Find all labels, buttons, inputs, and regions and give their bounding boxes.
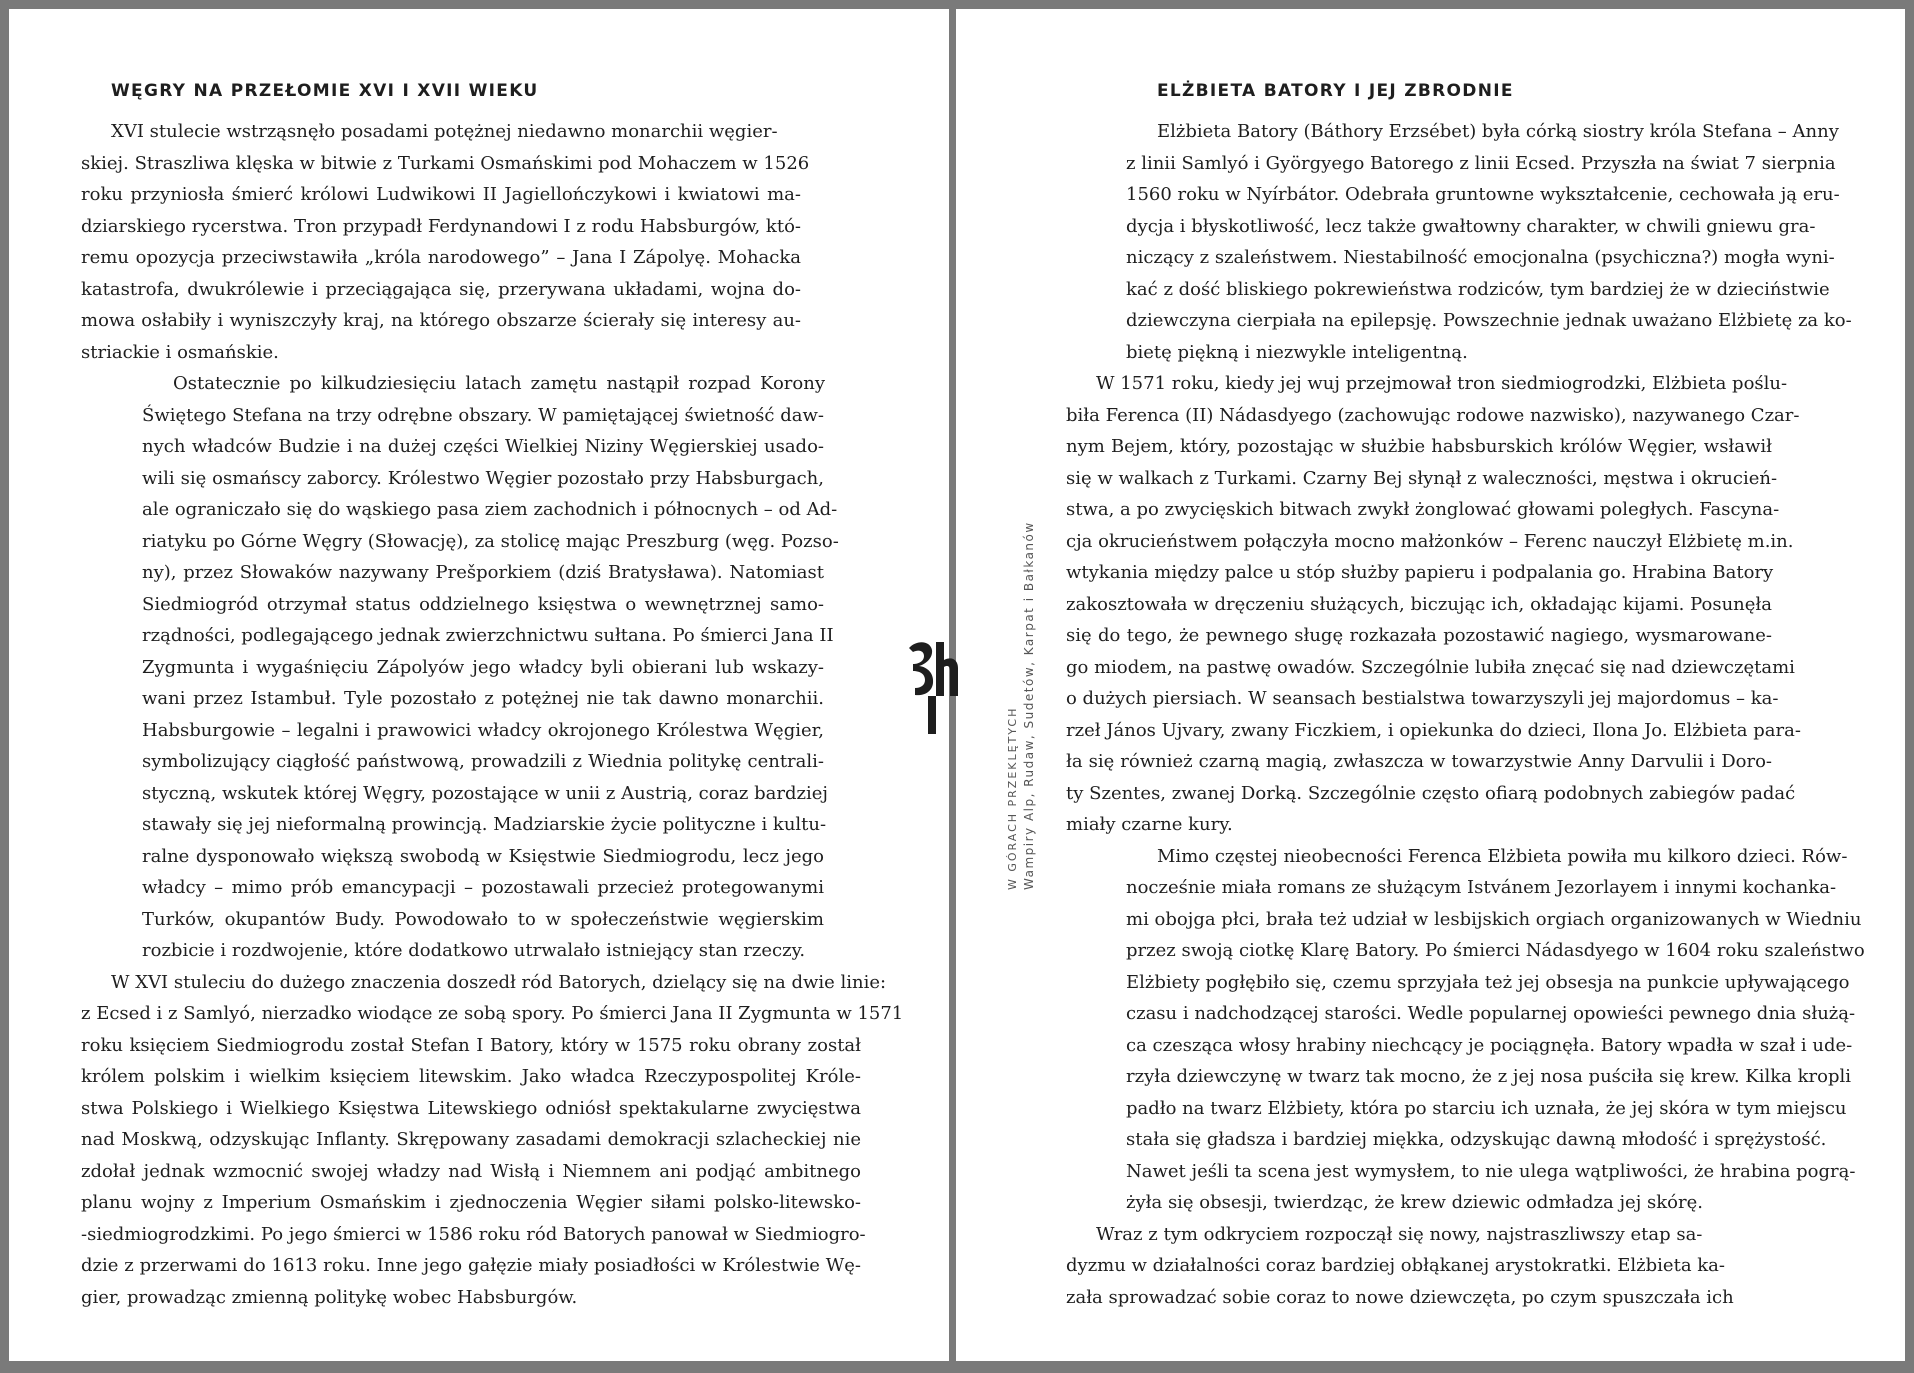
left-text-line: striackie i osmańskie. <box>81 341 279 363</box>
left-text-line: styczną, wskutek której Węgry, pozostające w unii z Austrią, coraz bardziej <box>142 782 828 804</box>
left-text-line: Habsburgowie – legalni i prawowici władcy okrojonego Królestwa Węgier, <box>142 719 824 741</box>
left-text-line: rządności, podlegającego jednak zwierzchnictwu sułtana. Po śmierci Jana II <box>142 625 834 646</box>
right-text-line: cja okrucieństwem połączyła mocno małżonków – Ferenc nauczył Elżbietę m.in. <box>1066 530 1794 552</box>
right-text-line: 1560 roku w Nyírbátor. Odebrała gruntowne wykształcenie, cechowała ją eru- <box>1126 184 1840 205</box>
right-text-line: nym Bejem, który, pozostając w służbie habsburskich królów Węgier, wsławił <box>1066 436 1772 457</box>
left-text-line: -siedmiogrodzkimi. Po jego śmierci w 1586 roku ród Batorych panował w Siedmiogro- <box>81 1223 866 1245</box>
right-text-line: go miodem, na pastwę owadów. Szczególnie lubiła znęcać się nad dziewczętami <box>1066 656 1795 678</box>
left-text-line: ny), przez Słowaków nazywany Prešporkiem (dziś Bratysława). Natomiast <box>142 562 824 583</box>
left-text-line: Ostatecznie po kilkudziesięciu latach zamętu nastąpił rozpad Korony <box>173 373 825 394</box>
right-text-line: kać z dość bliskiego pokrewieństwa rodziców, tym bardziej że w dzieciństwie <box>1126 278 1830 300</box>
right-text-line: rzyła dziewczynę w twarz tak mocno, że z jej nosa puściła się krew. Kilka kropli <box>1126 1066 1851 1087</box>
left-text-line: Świętego Stefana na trzy odrębne obszary. W pamiętającej świetność daw- <box>142 404 824 426</box>
right-text-line: Elżbiety pogłębiło się, czemu sprzyjała też jej obsesja na punkcie upływającego <box>1126 971 1850 993</box>
left-text-line: planu wojny z Imperium Osmańskim i zjednoczenia Węgier siłami polsko-litewsko- <box>81 1192 861 1213</box>
right-text-line: Nawet jeśli ta scena jest wymysłem, to nie ulega wątpliwości, że hrabina pogrą- <box>1126 1160 1856 1182</box>
right-text-line: czasu i nadchodzącej starości. Wedle popularnej opowieści pewnego dnia służą- <box>1126 1003 1856 1024</box>
left-text-line: Siedmiogród otrzymał status oddzielnego księstwa o wewnętrznej samo- <box>142 593 824 615</box>
left-text-line: mowa osłabiły i wyniszczyły kraj, na którego obszarze ścierały się interesy au- <box>81 310 801 331</box>
right-text-line: ła się również czarną magią, zwłaszcza w towarzystwie Anny Darvulii i Doro- <box>1066 751 1772 772</box>
left-text-line: XVI stulecie wstrząsnęło posadami potężnej niedawno monarchii węgier- <box>111 121 778 142</box>
left-text-line: wili się osmańscy zaborcy. Królestwo Węgier pozostało przy Habsburgach, <box>142 467 824 489</box>
right-text-line: miały czarne kury. <box>1066 814 1233 835</box>
left-text-line: Zygmunta i wygaśnięciu Zápolyów jego władcy byli obierani lub wskazy- <box>142 656 824 678</box>
left-text-line: W XVI stuleciu do dużego znaczenia doszedł ród Batorych, dzielący się na dwie linie: <box>111 971 887 993</box>
right-text-line: padło na twarz Elżbiety, która po starciu ich uznała, że jej skóra w tym miejscu <box>1126 1097 1847 1119</box>
right-page <box>956 9 1905 1361</box>
left-text-line: ale ograniczało się do wąskiego pasa ziem zachodnich i północnych – od Ad- <box>142 499 838 520</box>
left-text-line: stawały się jej nieformalną prowincją. Madziarskie życie polityczne i kultu- <box>142 814 827 835</box>
right-text-line: Wraz z tym odkryciem rozpoczął się nowy, najstraszliwszy etap sa- <box>1096 1223 1703 1245</box>
right-text-line: ty Szentes, zwanej Dorką. Szczególnie często ofiarą podobnych zabiegów padać <box>1066 782 1796 804</box>
left-text-line: królem polskim i wielkim księciem litewskim. Jako władca Rzeczypospolitej Króle- <box>81 1066 861 1087</box>
right-text-line: zała sprowadzać sobie coraz to nowe dziewczęta, po czym spuszczała ich <box>1066 1286 1734 1308</box>
left-text-line: zdołał jednak wzmocnić swojej władzy nad Wisłą i Niemnem ani podjąć ambitnego <box>81 1160 861 1182</box>
right-text-line: stwa, a po zwycięskich bitwach zwykł żonglować głowami poległych. Fascyna- <box>1066 499 1780 520</box>
right-text-line: W 1571 roku, kiedy jej wuj przejmował tron siedmiogrodzki, Elżbieta poślu- <box>1096 373 1788 394</box>
right-text-line: stała się gładsza i bardziej miękka, odzyskując dawną młodość i sprężystość. <box>1126 1129 1827 1150</box>
running-header-title: Wampiry Alp, Rudaw, Sudetów, Karpat i Bałkanów <box>1022 521 1036 890</box>
left-text-line: skiej. Straszliwa klęska w bitwie z Turkami Osmańskimi pod Mohaczem w 1526 <box>81 152 810 174</box>
left-text-line: roku księciem Siedmiogrodu został Stefan I Batory, który w 1575 roku obrany został <box>81 1034 861 1056</box>
right-text-line: niczący z szaleństwem. Niestabilność emocjonalna (psychiczna?) mogła wyni- <box>1126 247 1835 268</box>
left-text-line: wani przez Istambuł. Tyle pozostało z potężnej nie tak dawno monarchii. <box>142 688 824 709</box>
left-page <box>9 9 949 1361</box>
right-text-line: dziewczyna cierpiała na epilepsję. Powszechnie jednak uważano Elżbietę za ko- <box>1126 310 1852 331</box>
right-text-line: Mimo częstej nieobecności Ferenca Elżbieta powiła mu kilkoro dzieci. Rów- <box>1157 845 1848 867</box>
left-text-line: gier, prowadząc zmienną politykę wobec Habsburgów. <box>81 1286 578 1308</box>
right-text-line: żyła się obsesji, twierdząc, że krew dziewic odmładza jej skórę. <box>1126 1192 1703 1213</box>
right-text-line: mi obojga płci, brała też udział w lesbijskich orgiach organizowanych w Wiedniu <box>1126 908 1862 930</box>
right-text-line: zakosztowała w dręczeniu służących, biczując ich, okładając kijami. Posunęła <box>1066 593 1772 615</box>
right-page-heading: ELŻBIETA BATORY I JEJ ZBRODNIE <box>1157 81 1514 101</box>
left-page-heading: WĘGRY NA PRZEŁOMIE XVI I XVII WIEKU <box>111 81 539 101</box>
left-text-line: riatyku po Górne Węgry (Słowację), za stolicę mając Preszburg (węg. Pozso- <box>142 530 839 552</box>
right-text-line: z linii Samlyó i Györgyego Batorego z linii Ecsed. Przyszła na świat 7 sierpnia <box>1126 152 1836 174</box>
right-text-line: się do tego, że pewnego sługę rozkazała pozostawić nagiego, wysmarowane- <box>1066 625 1772 646</box>
right-text-line: Elżbieta Batory (Báthory Erzsébet) była córką siostry króla Stefana – Anny <box>1157 121 1839 142</box>
left-text-line: dzie z przerwami do 1613 roku. Inne jego gałęzie miały posiadłości w Królestwie Wę- <box>81 1255 861 1276</box>
right-text-line: ca czesząca włosy hrabiny niechcący je pociągnęła. Batory wpadła w szał i ude- <box>1126 1034 1853 1056</box>
right-text-line: dycja i błyskotliwość, lecz także gwałtowny charakter, w chwili gniewu gra- <box>1126 215 1816 237</box>
left-text-line: remu opozycja przeciwstawiła „króla narodowego” – Jana I Zápolyę. Mohacka <box>81 247 801 268</box>
left-text-line: ralne dysponowało większą swobodą w Księstwie Siedmiogrodu, lecz jego <box>142 845 824 867</box>
right-text-line: przez swoją ciotkę Klarę Batory. Po śmierci Nádasdyego w 1604 roku szaleństwo <box>1126 940 1865 961</box>
right-text-line: wtykania między palce u stóp służby papieru i podpalania go. Hrabina Batory <box>1066 562 1774 583</box>
left-text-line: nad Moskwą, odzyskując Inflanty. Skrępowany zasadami demokracji szlacheckiej nie <box>81 1129 861 1150</box>
left-text-line: z Ecsed i z Samlyó, nierzadko wiodące ze sobą spory. Po śmierci Jana II Zygmunta w 1571 <box>81 1003 904 1024</box>
left-text-line: katastrofa, dwukrólewie i przeciągająca się, przerywana układami, wojna do- <box>81 278 801 300</box>
left-text-line: dziarskiego rycerstwa. Tron przypadł Ferdynandowi I z rodu Habsburgów, któ- <box>81 215 801 237</box>
right-text-line: dyzmu w działalności coraz bardziej obłąkanej arystokratki. Elżbieta ka- <box>1066 1255 1725 1276</box>
running-header-series: W GÓRACH PRZEKLĘTYCH <box>1006 706 1019 890</box>
right-text-line: nocześnie miała romans ze służącym Istvánem Jezorlayem i innymi kochanka- <box>1126 877 1837 898</box>
right-text-line: bietę piękną i niezwykle inteligentną. <box>1126 341 1468 363</box>
publisher-logo-icon <box>906 640 958 736</box>
running-header <box>1000 490 1050 890</box>
right-text-line: biła Ferenca (II) Nádasdyego (zachowując rodowe nazwisko), nazywanego Czar- <box>1066 404 1800 426</box>
left-text-line: stwa Polskiego i Wielkiego Księstwa Litewskiego odniósł spektakularne zwycięstwa <box>81 1097 861 1119</box>
right-text-line: o dużych piersiach. W seansach bestialstwa towarzyszyli jej majordomus – ka- <box>1066 688 1779 709</box>
right-text-line: rzeł János Ujvary, zwany Ficzkiem, i opiekunka do dzieci, Ilona Jo. Elżbieta para- <box>1066 719 1801 741</box>
right-text-line: się w walkach z Turkami. Czarny Bej słynął z waleczności, męstwa i okrucień- <box>1066 467 1778 489</box>
left-text-line: nych władców Budzie i na dużej części Wielkiej Niziny Węgierskiej usado- <box>142 436 824 457</box>
left-text-line: rozbicie i rozdwojenie, które dodatkowo utrwalało istniejący stan rzeczy. <box>142 940 806 961</box>
left-text-line: roku przyniosła śmierć królowi Ludwikowi II Jagiellończykowi i kwiatowi ma- <box>81 184 801 205</box>
left-text-line: symbolizujący ciągłość państwową, prowadzili z Wiednia politykę centrali- <box>142 751 824 772</box>
left-text-line: władcy – mimo prób emancypacji – pozostawali przecież protegowanymi <box>142 877 824 898</box>
left-text-line: Turków, okupantów Budy. Powodowało to w społeczeństwie węgierskim <box>142 908 824 930</box>
